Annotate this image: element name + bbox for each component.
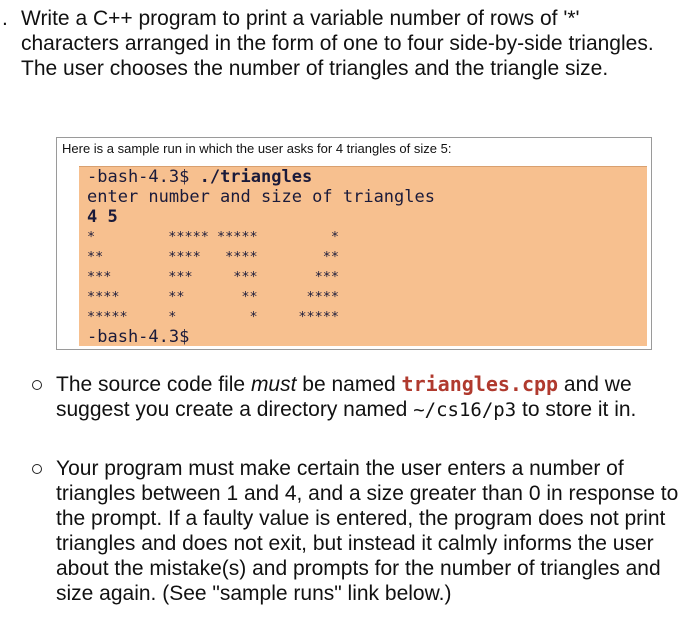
sample-run-box: [56, 137, 652, 350]
list-item-text: Your program must make certain the user enters a number of triangles between 1 and 4, and a size greater than 0 in response to the prompt. If a faulty value is entered, the program does not print triangles and does not exit, but instead it calmly informs the user about the mistake(s) and prompts for the number of triangles and size again. (See "sample runs" link below.): [56, 457, 679, 605]
list-marker: .: [2, 7, 8, 30]
shell-prompt: -bash-4.3$: [87, 167, 200, 187]
final-shell-prompt: -bash-4.3$: [87, 327, 190, 347]
triangles-output: * ***** ***** * ** **** **** ** *** *** *** *** **** ** ** **** ***** * * *****: [87, 229, 339, 325]
text-span: The source code file: [56, 373, 251, 396]
filename-code: triangles.cpp: [401, 372, 559, 396]
user-input: 4 5: [87, 207, 118, 227]
command: ./triangles: [199, 167, 313, 187]
sample-caption: Here is a sample run in which the user asks for 4 triangles of size 5:: [62, 141, 452, 156]
text-span: be named: [296, 373, 402, 396]
intro-text: Write a C++ program to print a variable number of rows of '*' characters arranged in the form of one to four side-by-side triangles. The user chooses the number of triangles and the triangle size.: [21, 7, 654, 80]
terminal-header: [87, 167, 435, 227]
emphasis: must: [250, 373, 297, 396]
text-span: to store it in.: [516, 398, 637, 421]
terminal-output: [79, 166, 647, 346]
program-question: enter number and size of triangles: [87, 187, 435, 207]
bullet-circle-icon: [32, 380, 42, 390]
list-item-text: [56, 372, 696, 423]
bullet-circle-icon: [32, 464, 42, 474]
text-span: and we suggest you create a directory named: [56, 373, 632, 421]
directory-path: ~/cs16/p3: [413, 399, 517, 421]
